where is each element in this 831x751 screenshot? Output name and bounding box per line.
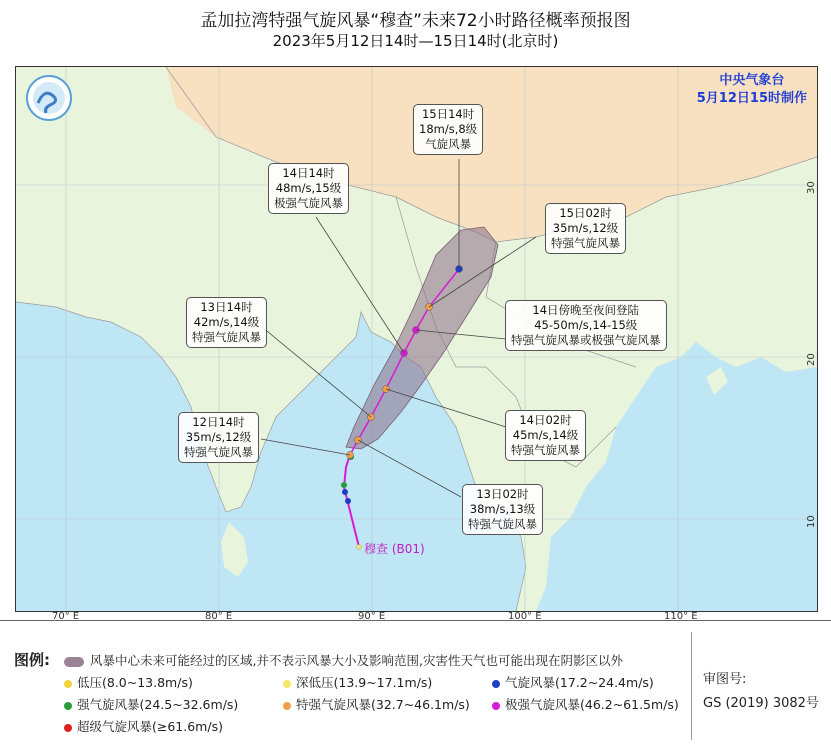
label-14-02: 14日02时 45m/s,14级 特强气旋风暴 <box>505 410 586 461</box>
map-title: 孟加拉湾特强气旋风暴“穆查”未来72小时路径概率预报图 <box>200 11 631 31</box>
legend-item: 特强气旋风暴(32.7~46.1m/s) <box>283 695 470 713</box>
legend-swatch <box>283 702 291 710</box>
track-point <box>345 498 351 504</box>
label-13-02: 13日02时 38m/s,13级 特强气旋风暴 <box>462 484 543 535</box>
lon-label: 110° E <box>664 611 698 622</box>
label-14-14: 14日14时 48m/s,15级 极强气旋风暴 <box>268 163 349 214</box>
storm-label: 穆查 (B01) <box>364 542 425 556</box>
review-code: GS (2019) 3082号 <box>703 696 819 711</box>
cma-logo <box>27 76 71 120</box>
legend-divider <box>691 632 692 740</box>
cone-swatch <box>64 657 84 667</box>
lat-label: 30 <box>806 181 817 194</box>
lon-label: 100° E <box>508 611 542 622</box>
label-landfall: 14日傍晚至夜间登陆 45-50m/s,14-15级 特强气旋风暴或极强气旋风暴 <box>505 300 667 351</box>
lon-label: 80° E <box>205 611 233 622</box>
lon-label: 90° E <box>358 611 386 622</box>
legend-item: 深低压(13.9~17.1m/s) <box>283 673 432 691</box>
agency-block <box>697 72 807 108</box>
legend-item: 强气旋风暴(24.5~32.6m/s) <box>64 695 238 713</box>
legend-item: 极强气旋风暴(46.2~61.5m/s) <box>492 695 679 713</box>
legend-item: 超级气旋风暴(≥61.6m/s) <box>64 717 223 735</box>
label-13-14: 13日14时 42m/s,14级 特强气旋风暴 <box>186 297 267 348</box>
legend-swatch <box>64 680 72 688</box>
legend-swatch <box>492 680 500 688</box>
legend-swatch <box>64 724 72 732</box>
lat-label: 10 <box>806 515 817 528</box>
agency-issued: 5月12日15时制作 <box>696 91 807 106</box>
legend-swatch <box>283 680 291 688</box>
label-15-02: 15日02时 35m/s,12级 特强气旋风暴 <box>545 203 626 254</box>
label-15-14: 15日14时 18m/s,8级 气旋风暴 <box>413 104 483 155</box>
review-label: 审图号: <box>703 672 747 687</box>
legend-head: 图例: <box>14 651 50 669</box>
track-point <box>342 489 348 495</box>
track-point <box>341 482 347 488</box>
legend-cone <box>64 651 623 669</box>
agency-name: 中央气象台 <box>719 73 785 88</box>
lon-label: 70° E <box>52 611 80 622</box>
legend-item: 气旋风暴(17.2~24.4m/s) <box>492 673 654 691</box>
legend-item: 低压(8.0~13.8m/s) <box>64 673 193 691</box>
lat-label: 20 <box>806 353 817 366</box>
label-12-14: 12日14时 35m/s,12级 特强气旋风暴 <box>178 412 259 463</box>
legend-cone-text: 风暴中心未来可能经过的区域,并不表示风暴大小及影响范围,灾害性天气也可能出现在阴影区以外 <box>90 653 623 668</box>
track-point <box>357 545 362 550</box>
map-subtitle: 2023年5月12日14时—15日14时(北京时) <box>272 32 559 50</box>
legend-swatch <box>64 702 72 710</box>
legend-swatch <box>492 702 500 710</box>
